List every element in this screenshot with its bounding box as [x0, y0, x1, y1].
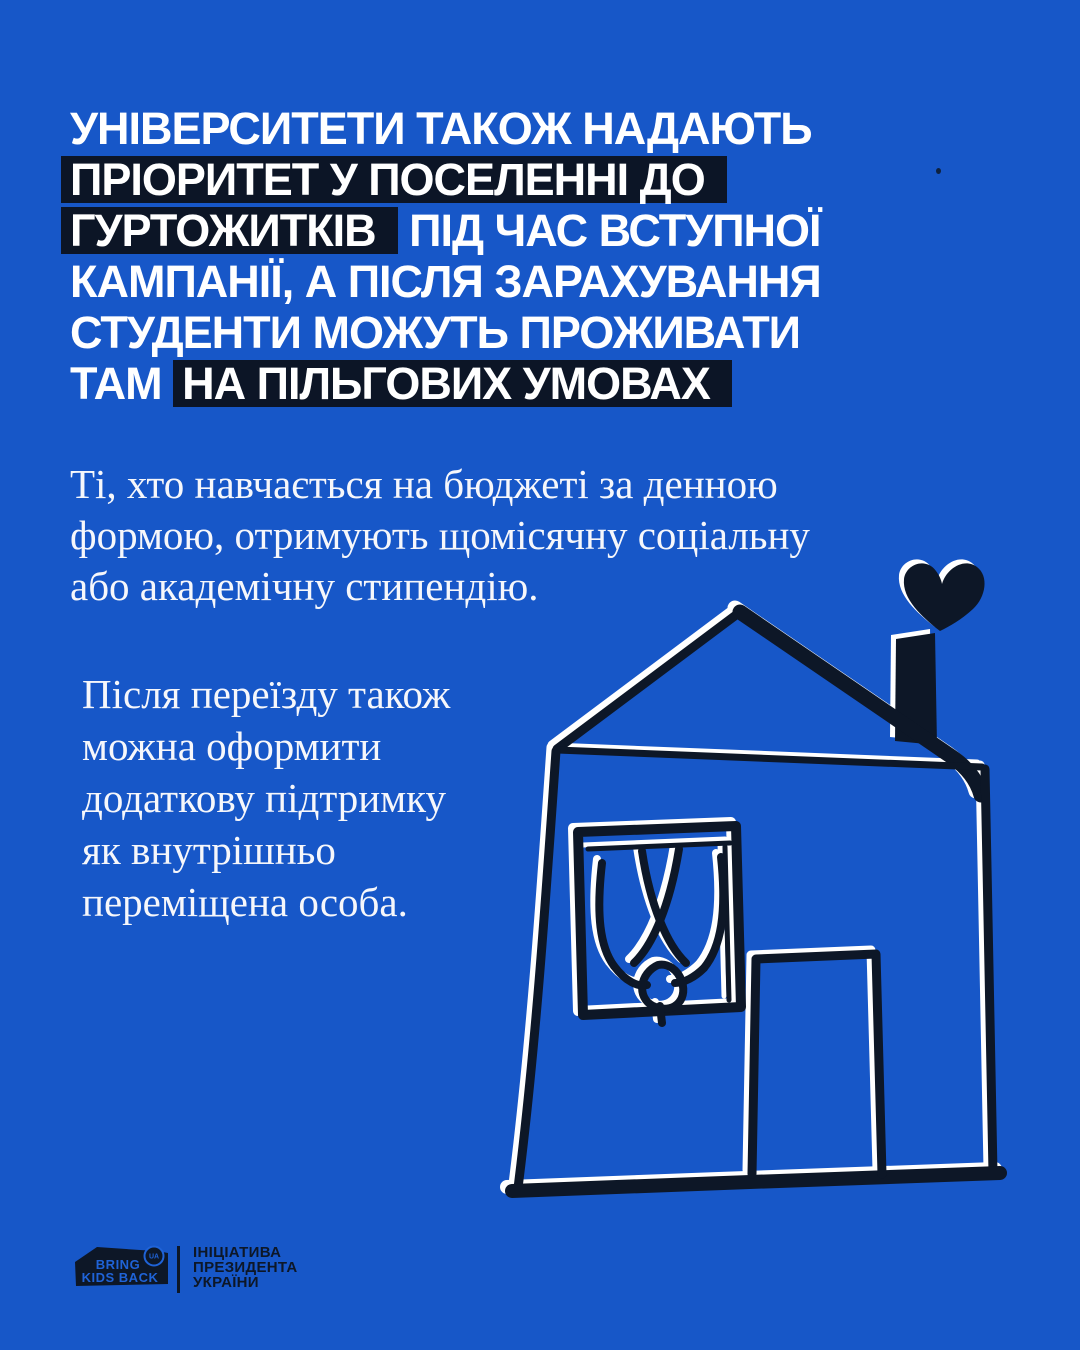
- headline-line: [70, 309, 821, 356]
- headline-highlight: НА ПІЛЬГОВИХ УМОВАХ: [173, 360, 732, 407]
- paragraph-line: переміщена особа.: [82, 879, 408, 925]
- headline-highlight: ПРІОРИТЕТ У ПОСЕЛЕННІ ДО: [61, 156, 727, 203]
- headline-text: УНІВЕРСИТЕТИ ТАКОЖ НАДАЮТЬ: [70, 103, 812, 154]
- logo-line1: BRING: [95, 1257, 141, 1272]
- headline-text: КАМПАНІЇ, А ПІСЛЯ ЗАРАХУВАННЯ: [70, 256, 821, 307]
- headline: [70, 105, 821, 411]
- paragraph-line: додаткову підтримку: [82, 775, 446, 821]
- house-ink-layer: [512, 563, 1000, 1191]
- headline-text: ТАМ: [70, 358, 174, 409]
- initiative-label: [193, 1246, 298, 1290]
- paragraph-line: формою, отримують щомісячну соціальну: [70, 512, 810, 558]
- paragraph-line: Ті, хто навчається на бюджеті за денною: [70, 461, 778, 507]
- logo-ua-text: UA: [148, 1253, 160, 1261]
- house-illustration: [490, 545, 1014, 1209]
- idp-support-paragraph: [82, 670, 450, 930]
- headline-line: [70, 360, 821, 407]
- paragraph-line: або академічну стипендію.: [70, 563, 539, 609]
- paragraph-line: як внутрішньо: [82, 827, 336, 873]
- paragraph-line: можна оформити: [82, 723, 382, 769]
- initiative-line: ІНІЦІАТИВА: [193, 1244, 282, 1261]
- headline-line: [70, 258, 821, 305]
- initiative-line: УКРАЇНИ: [193, 1273, 259, 1291]
- bring-kids-back-logo: [73, 1246, 169, 1288]
- headline-line: [70, 156, 821, 203]
- paragraph-line: Після переїзду також: [82, 671, 451, 717]
- headline-highlight: ГУРТОЖИТКІВ: [61, 207, 398, 254]
- headline-line: [70, 105, 821, 152]
- dust-speck: [936, 168, 941, 174]
- headline-line: [70, 207, 821, 254]
- logo-line2: KIDS BACK: [81, 1270, 159, 1285]
- headline-text: СТУДЕНТИ МОЖУТЬ ПРОЖИВАТИ: [70, 307, 801, 358]
- initiative-line: ПРЕЗИДЕНТА: [193, 1258, 298, 1276]
- headline-text: ПІД ЧАС ВСТУПНОЇ: [397, 205, 821, 256]
- footer-divider: [177, 1246, 180, 1293]
